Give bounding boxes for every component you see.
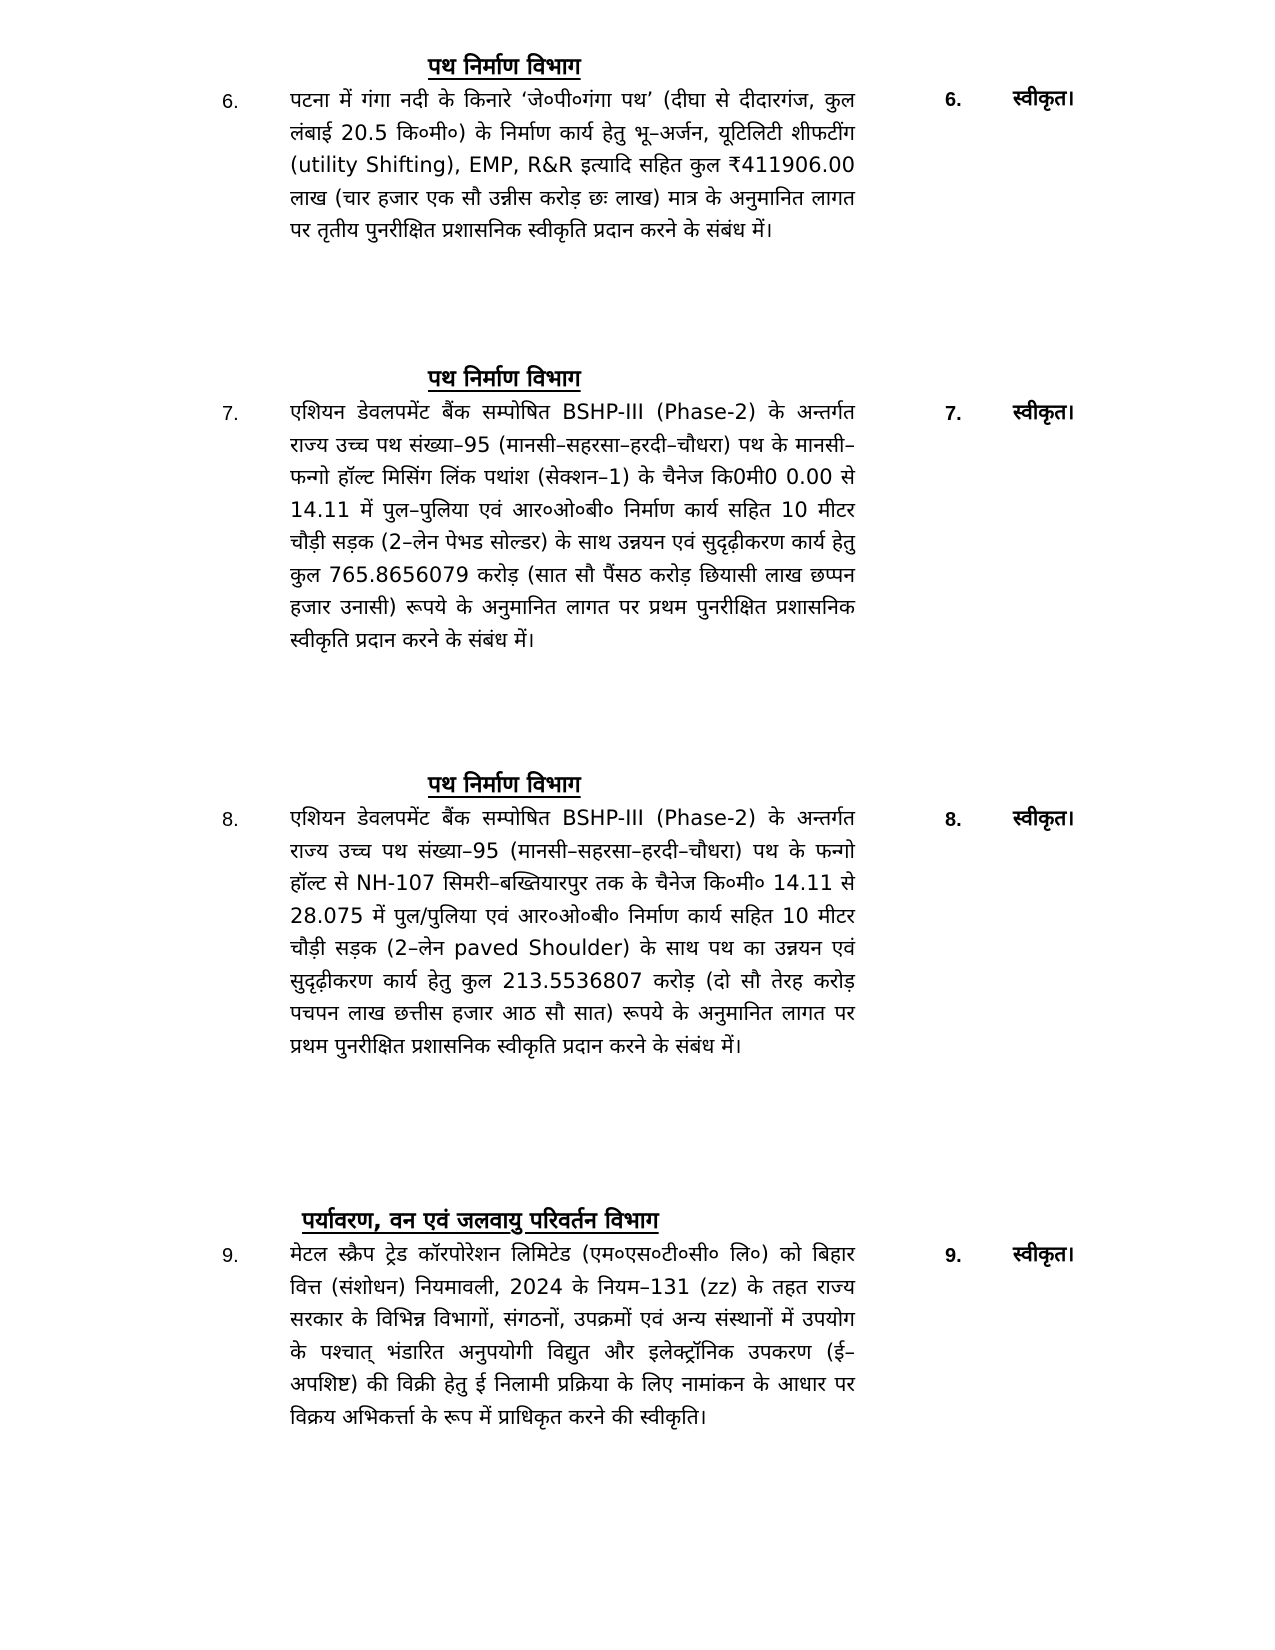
item-number: 8.	[222, 809, 239, 831]
item-description: पटना में गंगा नदी के किनारे ‘जे०पी०गंगा पथ’ (दीघा से दीदारगंज, कुल लंबाई 20.5 कि०मी०) के निर्माण कार्य हेतु भू–अर्जन, यूटिलिटी शीफटींग (utility Shifting), EMP, R&R इत्यादि सहित कुल ₹411906.00 लाख (चार हजार एक सौ उन्नीस करोड़ छः लाख) मात्र के अनुमानित लागत पर तृतीय पुनरीक्षित प्रशासनिक स्वीकृति प्रदान करने के संबंध में।	[290, 88, 855, 242]
item-number: 6.	[222, 91, 239, 113]
item-description: एशियन डेवलपमेंट बैंक सम्पोषित BSHP-III (Phase-2) के अन्तर्गत राज्य उच्च पथ संख्या–95 (मानसी–सहरसा–हरदी–चौधरा) पथ के फन्गो हॉल्ट से NH-107 सिमरी–बख्तियारपुर तक के चैनेज कि०मी० 14.11 से 28.075 में पुल/पुलिया एवं आर०ओ०बी० निर्माण कार्य सहित 10 मीटर चौड़ी सड़क (2–लेन paved Shoulder) के साथ पथ का उन्नयन एवं सुदृढ़ीकरण कार्य हेतु कुल 213.5536807 करोड़ (दो सौ तेरह करोड़ पचपन लाख छत्तीस हजार आठ सौ सात) रूपये के अनुमानित लागत पर प्रथम पुनरीक्षित प्रशासनिक स्वीकृति प्रदान करने के संबंध में।	[290, 806, 855, 1058]
department-heading: पथ निर्माण विभाग	[428, 772, 581, 798]
department-heading: पथ निर्माण विभाग	[428, 54, 581, 80]
decision-status: स्वीकृत।	[1013, 1242, 1075, 1266]
decision-status: स्वीकृत।	[1013, 86, 1075, 110]
decision-status: स्वीकृत।	[1013, 806, 1075, 830]
item-description: एशियन डेवलपमेंट बैंक सम्पोषित BSHP-III (Phase-2) के अन्तर्गत राज्य उच्च पथ संख्या–95 (मानसी–सहरसा–हरदी–चौधरा) पथ के मानसी–फन्गो हॉल्ट मिसिंग लिंक पथांश (सेक्शन–1) के चैनेज कि0मी0 0.00 से 14.11 में पुल–पुलिया एवं आर०ओ०बी० निर्माण कार्य सहित 10 मीटर चौड़ी सड़क (2–लेन पेभड सोल्डर) के साथ उन्नयन एवं सुदृढ़ीकरण कार्य हेतु कुल 765.8656079 करोड़ (सात सौ पैंसठ करोड़ छियासी लाख छप्पन हजार उनासी) रूपये के अनुमानित लागत पर प्रथम पुनरीक्षित प्रशासनिक स्वीकृति प्रदान करने के संबंध में।	[290, 400, 855, 652]
decision-number: 9.	[945, 1245, 962, 1267]
decision-number: 6.	[945, 89, 962, 111]
department-heading: पर्यावरण, वन एवं जलवायु परिवर्तन विभाग	[302, 1208, 659, 1234]
item-number: 9.	[222, 1245, 239, 1267]
decision-status: स्वीकृत।	[1013, 400, 1075, 424]
item-description: मेटल स्क्रैप ट्रेड कॉरपोरेशन लिमिटेड (एम०एस०टी०सी० लि०) को बिहार वित्त (संशोधन) नियमावली, 2024 के नियम–131 (zz) के तहत राज्य सरकार के विभिन्न विभागों, संगठनों, उपक्रमों एवं अन्य संस्थानों में उपयोग के पश्चात् भंडारित अनुपयोगी विद्युत और इलेक्ट्रॉनिक उपकरण (ई–अपशिष्ट) की विक्री हेतु ई निलामी प्रक्रिया के लिए नामांकन के आधार पर विक्रय अभिकर्त्ता के रूप में प्राधिकृत करने की स्वीकृति।	[290, 1242, 855, 1429]
decision-number: 8.	[945, 809, 962, 831]
item-number: 7.	[222, 403, 239, 425]
decision-number: 7.	[945, 403, 962, 425]
department-heading: पथ निर्माण विभाग	[428, 366, 581, 392]
